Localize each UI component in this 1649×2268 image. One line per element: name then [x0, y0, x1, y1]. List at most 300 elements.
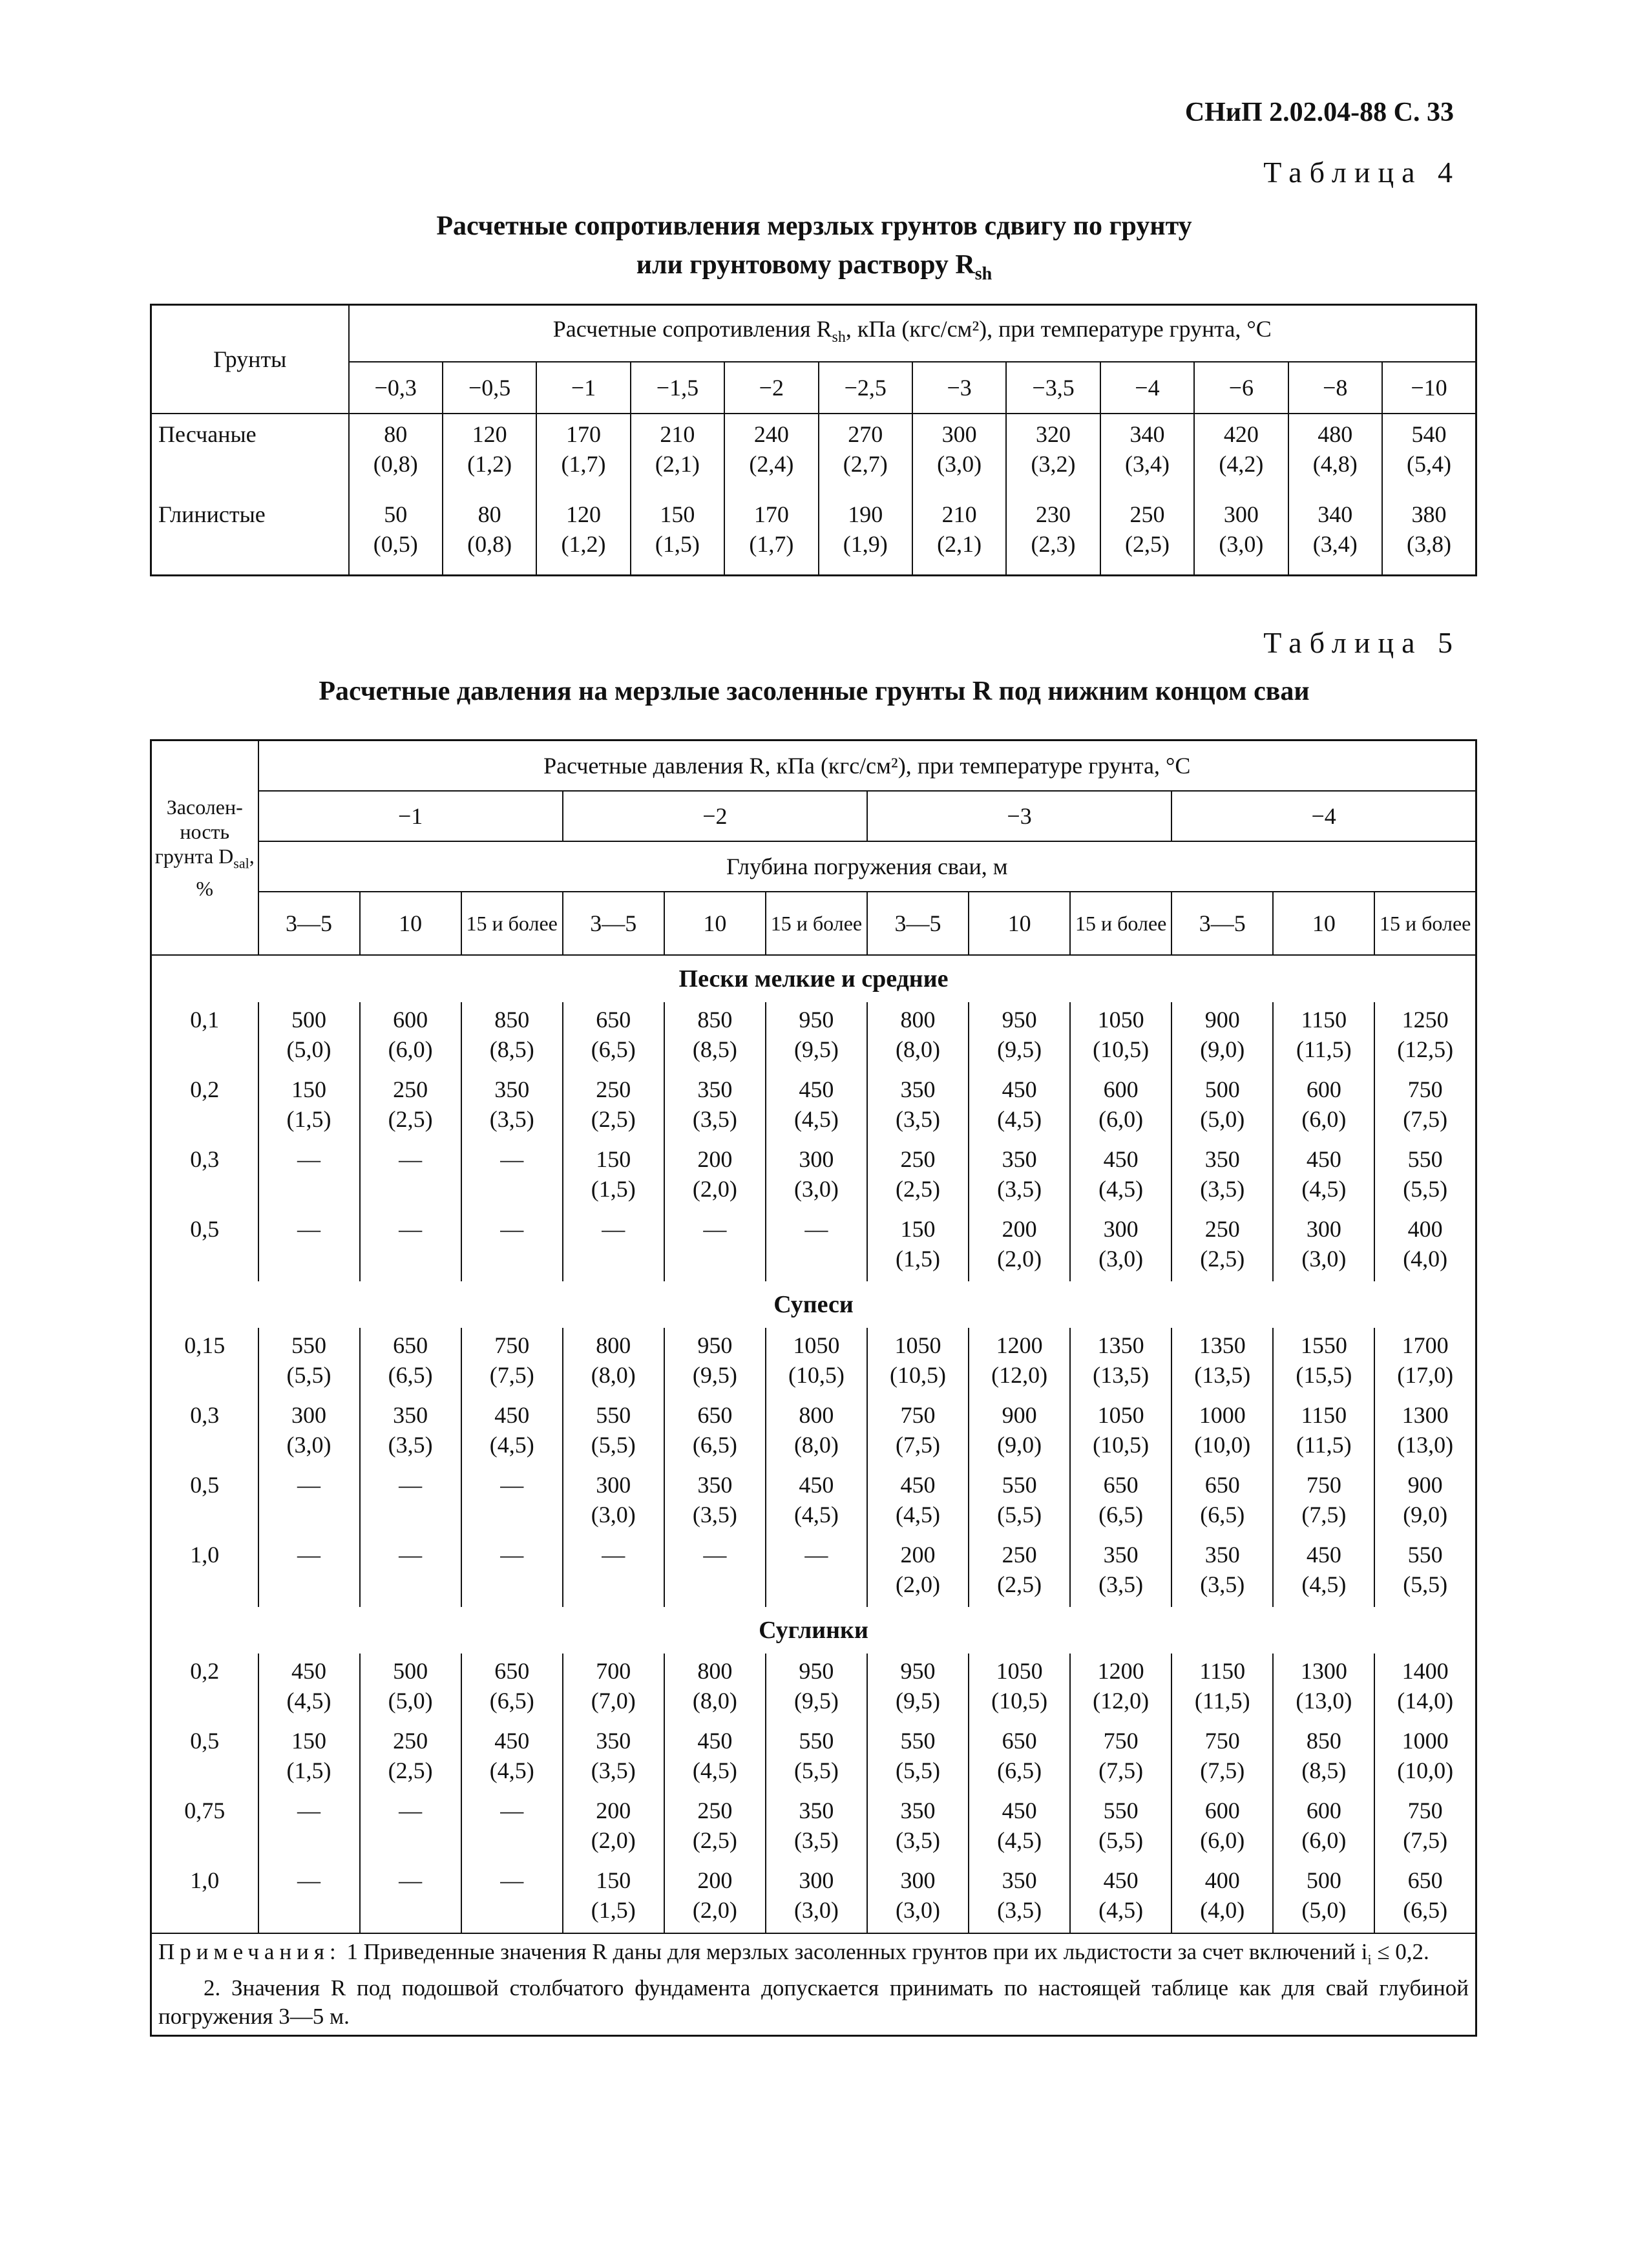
value-kpa: — [297, 1798, 321, 1823]
value-kgf: (3,0) [793, 1897, 839, 1923]
value-kpa: 450 [494, 1402, 530, 1428]
value-kpa: 900 [1002, 1402, 1037, 1428]
value-kpa: 50 [384, 501, 408, 527]
value-kgf: (5,5) [286, 1362, 331, 1388]
table-cell [969, 1398, 1070, 1467]
table-cell [664, 1142, 766, 1212]
value-kgf: (0,8) [373, 451, 418, 477]
value-kgf: (6,0) [1301, 1106, 1347, 1132]
table-cell [969, 1467, 1070, 1537]
value-kgf: (7,5) [1301, 1502, 1347, 1528]
value-kpa: 450 [494, 1728, 530, 1754]
value-kpa: — [297, 1216, 321, 1242]
value-kgf: (3,4) [1312, 531, 1358, 557]
value-kgf: (2,5) [896, 1176, 940, 1202]
temperature-header: −2 [563, 791, 867, 841]
value-kgf: (5,5) [1403, 1571, 1448, 1597]
table-cell [766, 1863, 867, 1933]
value-kpa: 850 [1306, 1728, 1341, 1754]
table-cell [664, 1328, 766, 1398]
value-kpa: 250 [697, 1798, 733, 1823]
table-cell [664, 1212, 766, 1281]
salinity-unit: , % [196, 845, 255, 900]
temperature-header: −3 [867, 791, 1171, 841]
table-cell [664, 1654, 766, 1723]
table-cell [724, 414, 818, 494]
value-kpa: 650 [1103, 1472, 1139, 1498]
table-cell [461, 1863, 563, 1933]
table-cell [1374, 1328, 1476, 1398]
table-cell [867, 1072, 969, 1142]
value-kpa: 650 [697, 1402, 733, 1428]
value-kgf: (4,5) [1301, 1571, 1347, 1597]
note-1-subscript: i [1367, 1951, 1372, 1968]
table-cell [1006, 494, 1100, 576]
table-cell [766, 1537, 867, 1607]
value-kpa: 190 [848, 501, 883, 527]
value-kgf: (3,5) [896, 1827, 940, 1853]
table-cell [1070, 1398, 1171, 1467]
value-kgf: (1,5) [286, 1758, 331, 1783]
value-kpa: 350 [697, 1076, 733, 1102]
table-cell [360, 1654, 461, 1723]
table-cell [563, 1467, 664, 1537]
value-kpa: 1050 [1097, 1402, 1144, 1428]
value-kpa: 340 [1129, 421, 1165, 447]
value-kpa: 240 [753, 421, 789, 447]
value-kgf: (4,5) [793, 1502, 839, 1528]
value-kpa: 750 [494, 1332, 530, 1358]
value-kgf: (11,5) [1296, 1036, 1352, 1062]
table-cell [349, 494, 443, 576]
value-kgf: (2,0) [692, 1897, 737, 1923]
depth-column-header: 10 [360, 892, 461, 955]
value-kpa: 1300 [1300, 1658, 1347, 1684]
value-kpa: 600 [1103, 1076, 1139, 1102]
value-kpa: 210 [941, 501, 977, 527]
value-kgf: (3,0) [591, 1502, 636, 1528]
value-kgf: (5,0) [1200, 1106, 1245, 1132]
table-row [151, 1398, 1476, 1467]
table-cell [563, 1723, 664, 1793]
table-cell [461, 1723, 563, 1793]
value-kgf: (3,5) [489, 1106, 534, 1132]
table-5-label: Таблица 5 [1263, 626, 1460, 659]
depth-column-header: 15 и более [766, 892, 867, 955]
value-kgf: (5,5) [793, 1758, 839, 1783]
value-kpa: 1000 [1402, 1728, 1449, 1754]
table-cell [1382, 414, 1476, 494]
value-kgf: (7,5) [1098, 1758, 1144, 1783]
value-kpa: 250 [1002, 1542, 1037, 1568]
table-cell [1374, 1212, 1476, 1281]
table-row [151, 1002, 1476, 1072]
table-cell [360, 1212, 461, 1281]
depth-header: Глубина погружения сваи, м [258, 841, 1476, 892]
table-cell [1070, 1723, 1171, 1793]
value-kpa: 950 [900, 1658, 936, 1684]
table-5 [150, 739, 1477, 2037]
value-kgf: (6,0) [1098, 1106, 1144, 1132]
salinity-value: 0,5 [151, 1723, 258, 1793]
table-cell [360, 1467, 461, 1537]
value-kgf: (2,5) [388, 1758, 433, 1783]
table-cell [766, 1398, 867, 1467]
value-kgf: (13,5) [1194, 1362, 1251, 1388]
value-kpa: 350 [494, 1076, 530, 1102]
value-kgf: (4,5) [692, 1758, 737, 1783]
value-kpa: 350 [799, 1798, 834, 1823]
value-kpa: 800 [900, 1007, 936, 1033]
value-kpa: 1150 [1199, 1658, 1246, 1684]
table-4-title-line2 [149, 246, 1480, 293]
table-cell [631, 494, 724, 576]
table-cell [1070, 1072, 1171, 1142]
value-kgf: (10,0) [1194, 1432, 1251, 1458]
value-kpa: — [500, 1798, 524, 1823]
value-kgf: (1,5) [286, 1106, 331, 1132]
temperature-header: −0,3 [349, 362, 443, 414]
table-cell [1070, 1793, 1171, 1863]
table-cell [1171, 1723, 1273, 1793]
value-kpa: 1200 [1097, 1658, 1144, 1684]
table-cell [563, 1398, 664, 1467]
depth-column-header: 15 и более [1374, 892, 1476, 955]
value-kgf: (6,5) [1403, 1897, 1448, 1923]
value-kpa: 1000 [1199, 1402, 1246, 1428]
table-row [151, 1072, 1476, 1142]
value-kpa: 750 [1306, 1472, 1341, 1498]
value-kgf: (6,5) [997, 1758, 1042, 1783]
value-kgf: (4,5) [286, 1688, 331, 1714]
table-cell [461, 1212, 563, 1281]
table-cell [461, 1002, 563, 1072]
note-1-text: 1 Приведенные значения R даны для мерзлых засоленных грунтов при их льдистости за счет включений i [346, 1939, 1368, 1964]
value-kpa: — [500, 1146, 524, 1172]
value-kpa: 350 [1204, 1146, 1240, 1172]
value-kgf: (3,4) [1124, 451, 1170, 477]
value-kpa: 500 [393, 1658, 428, 1684]
value-kpa: 300 [291, 1402, 327, 1428]
value-kgf: (1,2) [467, 451, 512, 477]
value-kpa: 550 [596, 1402, 631, 1428]
value-kpa: 750 [1103, 1728, 1139, 1754]
value-kpa: 250 [393, 1728, 428, 1754]
value-kpa: 200 [697, 1146, 733, 1172]
value-kgf: (3,0) [896, 1897, 940, 1923]
value-kpa: 500 [1204, 1076, 1240, 1102]
value-kgf: (4,5) [997, 1827, 1042, 1853]
table-cell [1171, 1863, 1273, 1933]
value-kgf: (11,5) [1296, 1432, 1352, 1458]
value-kgf: (5,0) [1301, 1897, 1347, 1923]
value-kpa: 550 [1407, 1146, 1443, 1172]
temperature-header: −8 [1288, 362, 1382, 414]
value-kpa: — [399, 1146, 423, 1172]
value-kgf: (3,5) [1098, 1571, 1144, 1597]
value-kpa: 500 [1306, 1867, 1341, 1893]
value-kgf: (9,0) [997, 1432, 1042, 1458]
table-cell [360, 1142, 461, 1212]
table-cell [1070, 1212, 1171, 1281]
table-cell [1171, 1212, 1273, 1281]
value-kpa: — [399, 1542, 423, 1568]
value-kpa: 800 [799, 1402, 834, 1428]
temperature-header: −1 [258, 791, 563, 841]
table-cell [969, 1142, 1070, 1212]
table-cell [1374, 1072, 1476, 1142]
value-kgf: (2,0) [896, 1571, 940, 1597]
value-kgf: (4,5) [1301, 1176, 1347, 1202]
value-kpa: — [399, 1472, 423, 1498]
value-kpa: 600 [1306, 1798, 1341, 1823]
table-cell [258, 1398, 360, 1467]
table-cell [461, 1328, 563, 1398]
table-cell [867, 1328, 969, 1398]
table-cell [867, 1002, 969, 1072]
value-kgf: (1,7) [561, 451, 606, 477]
value-kpa: 450 [1306, 1542, 1341, 1568]
value-kpa: 900 [1204, 1007, 1240, 1033]
value-kpa: 1050 [996, 1658, 1043, 1684]
value-kpa: 950 [799, 1007, 834, 1033]
value-kpa: 350 [1204, 1542, 1240, 1568]
table-cell [1288, 414, 1382, 494]
note-2: 2. Значения R под подошвой столбчатого фундамента допускается принимать по настоящей таблице как для свай глубиной погружения 3—5 м. [158, 1975, 1469, 2029]
value-kgf: (3,5) [896, 1106, 940, 1132]
table-4-title-line1: Расчетные сопротивления мерзлых грунтов сдвигу по грунту [436, 211, 1192, 241]
group-header-subscript: sh [832, 329, 846, 346]
value-kpa: 650 [1204, 1472, 1240, 1498]
value-kpa: 550 [799, 1728, 834, 1754]
value-kgf: (3,0) [1301, 1246, 1347, 1272]
value-kgf: (14,0) [1397, 1688, 1454, 1714]
value-kgf: (13,0) [1296, 1688, 1352, 1714]
value-kgf: (3,0) [1219, 531, 1264, 557]
table-cell [1273, 1863, 1374, 1933]
value-kpa: 950 [697, 1332, 733, 1358]
table-cell [969, 1654, 1070, 1723]
value-kgf: (5,5) [896, 1758, 940, 1783]
table-cell [766, 1142, 867, 1212]
value-kpa: 80 [478, 501, 501, 527]
table-cell [563, 1793, 664, 1863]
table-cell [766, 1467, 867, 1537]
value-kgf: (4,5) [489, 1432, 534, 1458]
value-kgf: (9,5) [793, 1688, 839, 1714]
value-kpa: 800 [697, 1658, 733, 1684]
value-kpa: 1150 [1301, 1402, 1347, 1428]
value-kpa: 400 [1407, 1216, 1443, 1242]
depth-column-header: 10 [664, 892, 766, 955]
table-notes [151, 1933, 1476, 2036]
value-kpa: 300 [799, 1146, 834, 1172]
table-cell [1273, 1723, 1374, 1793]
table-cell [1374, 1467, 1476, 1537]
value-kgf: (7,5) [896, 1432, 940, 1458]
value-kgf: (2,4) [749, 451, 794, 477]
value-kpa: 400 [1204, 1867, 1240, 1893]
table-cell [360, 1072, 461, 1142]
value-kgf: (15,5) [1296, 1362, 1352, 1388]
value-kpa: — [297, 1146, 321, 1172]
value-kgf: (2,5) [692, 1827, 737, 1853]
value-kgf: (5,4) [1406, 451, 1451, 477]
table-cell [461, 1467, 563, 1537]
table-cell [360, 1537, 461, 1607]
table-row [151, 1467, 1476, 1537]
value-kpa: 550 [1407, 1542, 1443, 1568]
value-kpa: 850 [697, 1007, 733, 1033]
value-kpa: 300 [1103, 1216, 1139, 1242]
table-row [151, 1537, 1476, 1607]
depth-column-header: 15 и более [1070, 892, 1171, 955]
value-kgf: (6,5) [489, 1688, 534, 1714]
value-kpa: 650 [596, 1007, 631, 1033]
table-cell [1374, 1537, 1476, 1607]
value-kpa: 450 [1002, 1076, 1037, 1102]
value-kgf: (2,1) [937, 531, 982, 557]
table-cell [969, 1863, 1070, 1933]
value-kgf: (8,5) [692, 1036, 737, 1062]
value-kgf: (2,3) [1031, 531, 1076, 557]
value-kpa: 450 [799, 1472, 834, 1498]
value-kgf: (7,5) [1200, 1758, 1245, 1783]
value-kpa: 600 [393, 1007, 428, 1033]
value-kgf: (6,5) [1200, 1502, 1245, 1528]
value-kpa: 200 [1002, 1216, 1037, 1242]
soil-name: Глинистые [151, 494, 349, 576]
salinity-header [151, 740, 258, 956]
value-kgf: (10,0) [1397, 1758, 1454, 1783]
table-5-title: Расчетные давления на мерзлые засоленные грунты R под нижним концом сваи [319, 677, 1310, 706]
table-cell [867, 1467, 969, 1537]
section-heading: Супеси [773, 1291, 854, 1318]
value-kgf: (3,8) [1406, 531, 1451, 557]
table-cell [1194, 494, 1288, 576]
value-kpa: 550 [900, 1728, 936, 1754]
value-kgf: (0,8) [467, 531, 512, 557]
table-cell [461, 1142, 563, 1212]
temperature-header: −10 [1382, 362, 1476, 414]
table-cell [766, 1654, 867, 1723]
table-cell [766, 1072, 867, 1142]
value-kpa: 500 [291, 1007, 327, 1033]
value-kgf: (12,5) [1397, 1036, 1454, 1062]
value-kgf: (3,5) [1200, 1571, 1245, 1597]
table-cell [1374, 1793, 1476, 1863]
table-cell [1070, 1467, 1171, 1537]
value-kgf: (7,5) [1403, 1827, 1448, 1853]
table-cell [360, 1002, 461, 1072]
table-cell [724, 494, 818, 576]
value-kgf: (2,5) [997, 1571, 1042, 1597]
salinity-value: 0,1 [151, 1002, 258, 1072]
table-cell [664, 1793, 766, 1863]
value-kpa: 230 [1036, 501, 1071, 527]
table-cell [461, 1537, 563, 1607]
table-cell [563, 1537, 664, 1607]
value-kgf: (4,0) [1403, 1246, 1448, 1272]
table-cell [360, 1863, 461, 1933]
value-kgf: (3,0) [286, 1432, 331, 1458]
table-cell [360, 1328, 461, 1398]
value-kpa: 210 [660, 421, 695, 447]
value-kgf: (9,5) [896, 1688, 940, 1714]
depth-column-header: 15 и более [461, 892, 563, 955]
value-kpa: 170 [753, 501, 789, 527]
table-cell [563, 1654, 664, 1723]
value-kpa: — [399, 1216, 423, 1242]
table-cell [1273, 1467, 1374, 1537]
salinity-value: 0,5 [151, 1467, 258, 1537]
value-kgf: (6,5) [1098, 1502, 1144, 1528]
value-kpa: 250 [1204, 1216, 1240, 1242]
salinity-value: 0,2 [151, 1072, 258, 1142]
table-cell [258, 1723, 360, 1793]
table-cell [969, 1793, 1070, 1863]
value-kpa: 480 [1318, 421, 1353, 447]
value-kpa: 900 [1407, 1472, 1443, 1498]
table-cell [1273, 1398, 1374, 1467]
salinity-header-text: Засолен-ность грунта D [154, 795, 243, 868]
value-kpa: 120 [472, 421, 507, 447]
table-cell [867, 1212, 969, 1281]
value-kgf: (8,0) [591, 1362, 636, 1388]
notes-label: Примечания: [158, 1939, 341, 1964]
section-heading: Пески мелкие и средние [678, 965, 949, 992]
table-row [151, 1863, 1476, 1933]
value-kpa: 1050 [894, 1332, 941, 1358]
value-kgf: (6,0) [1301, 1827, 1347, 1853]
value-kpa: 1050 [793, 1332, 840, 1358]
value-kpa: 120 [566, 501, 602, 527]
table-row [151, 494, 1476, 576]
depth-column-header: 3—5 [563, 892, 664, 955]
value-kgf: (5,5) [1403, 1176, 1448, 1202]
value-kpa: 300 [900, 1867, 936, 1893]
table-cell [969, 1723, 1070, 1793]
table-cell [867, 1863, 969, 1933]
value-kpa: 200 [697, 1867, 733, 1893]
salinity-value: 0,3 [151, 1142, 258, 1212]
value-kgf: (6,5) [388, 1362, 433, 1388]
value-kpa: — [399, 1867, 423, 1893]
value-kpa: — [399, 1798, 423, 1823]
value-kpa: 550 [291, 1332, 327, 1358]
table-cell [819, 414, 912, 494]
table-cell [969, 1002, 1070, 1072]
value-kgf: (5,0) [388, 1688, 433, 1714]
value-kpa: 350 [900, 1076, 936, 1102]
value-kgf: (2,5) [1124, 531, 1170, 557]
value-kpa: 350 [1002, 1146, 1037, 1172]
table-cell [1374, 1142, 1476, 1212]
value-kpa: 250 [596, 1076, 631, 1102]
table-cell [461, 1654, 563, 1723]
value-kgf: (7,5) [489, 1362, 534, 1388]
table-cell [536, 494, 630, 576]
table-cell [867, 1537, 969, 1607]
table-cell [1006, 414, 1100, 494]
table-cell [1070, 1328, 1171, 1398]
table-cell [766, 1002, 867, 1072]
depth-column-header: 3—5 [867, 892, 969, 955]
value-kgf: (3,5) [388, 1432, 433, 1458]
value-kgf: (11,5) [1194, 1688, 1250, 1714]
table-cell [867, 1723, 969, 1793]
salinity-value: 1,0 [151, 1863, 258, 1933]
